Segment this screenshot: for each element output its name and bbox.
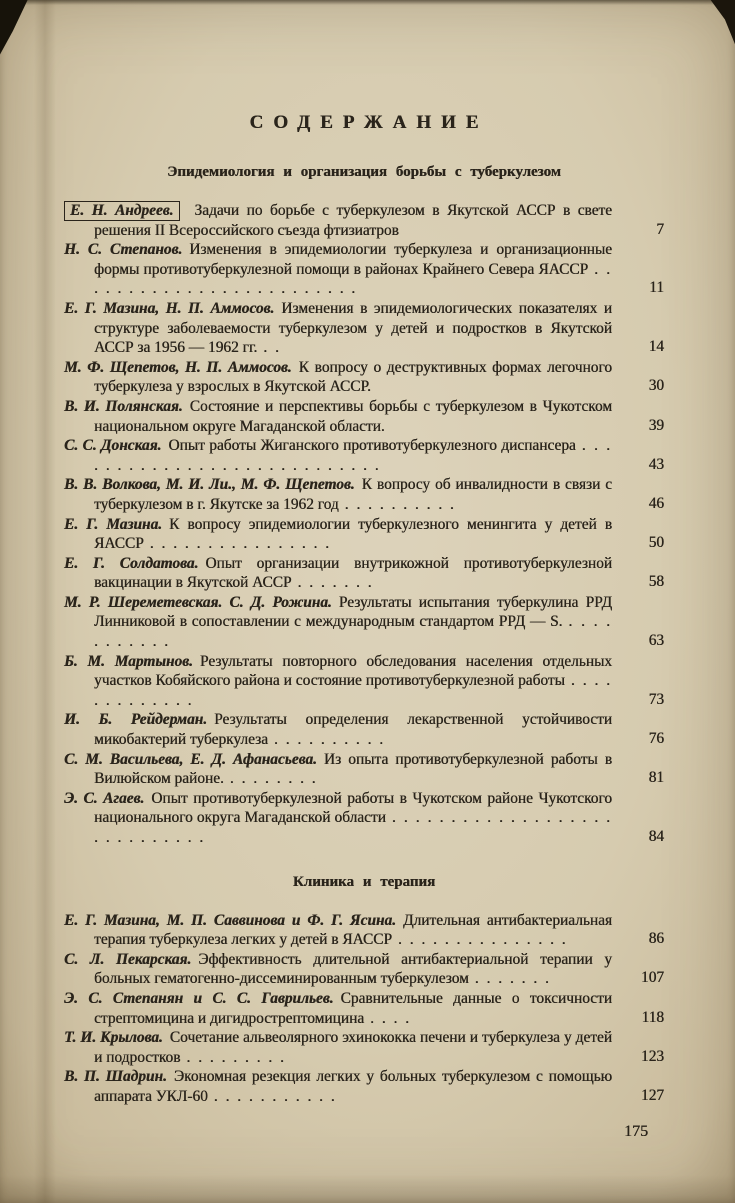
toc-entry-page-number: 118 bbox=[641, 1008, 664, 1026]
toc-entry-page-number: 43 bbox=[648, 455, 664, 473]
toc-entry-author: М. Ф. Щепетов, Н. П. Аммосов. bbox=[64, 358, 292, 376]
toc-entry-title: Сочетание альвеолярного эхинококка печени и туберкулеза у детей и подростков bbox=[94, 1029, 612, 1066]
toc-entry bbox=[64, 397, 664, 436]
toc-entry-page-number: 76 bbox=[648, 730, 664, 748]
scan-artifact-corner-top-right bbox=[693, 0, 735, 54]
dot-leaders: . . . . . . . . bbox=[229, 770, 318, 788]
toc-entry-page-number: 84 bbox=[648, 828, 664, 845]
toc-entry-title: Опыт организации внутрикожной противотуберкулезной вакцинации в Якутской АССР bbox=[94, 554, 613, 592]
toc-entry bbox=[64, 201, 664, 240]
dot-leaders: . . . . . . . . . . . . . bbox=[94, 672, 613, 709]
toc-entry-author: С. Л. Пекарская. bbox=[64, 950, 192, 968]
toc-entry-title: Экономная резекция легких у больных туберкулезом с помощью аппарата УКЛ-60 bbox=[94, 1068, 613, 1105]
toc-entry-page-number: 107 bbox=[640, 969, 664, 987]
toc-entry-title: Результаты повторного обследования населения отдельных участков Кобяйского района и состояние противотуберкулезной работы bbox=[94, 652, 612, 690]
toc-entry-title: К вопросу о деструктивных формах легочного туберкулеза у взрослых в Якутской АССР. bbox=[94, 358, 613, 396]
scan-artifact-bottom-edge bbox=[0, 1175, 735, 1203]
dot-leaders: . . . . . . . bbox=[474, 970, 551, 988]
section-heading: Эпидемиология и организация борьбы с туберкулезом bbox=[167, 164, 561, 180]
toc-entry bbox=[64, 911, 664, 950]
toc-entry-title: Длительная антибактериальная терапия туберкулеза легких у детей в ЯАССР bbox=[94, 911, 612, 949]
toc-entry-title: Задачи по борьбе с туберкулезом в Якутской АССР в свете решения II Всероссийского съезда фтизиатров bbox=[94, 202, 612, 239]
toc-entry bbox=[64, 1028, 664, 1067]
toc-entry-title: К вопросу эпидемиологии туберкулезного менингита у детей в ЯАССР bbox=[94, 515, 612, 553]
toc-entry-author: Э. С. Степанян и С. С. Гаврильев. bbox=[64, 989, 334, 1007]
toc-entry-page-number: 39 bbox=[648, 416, 664, 434]
toc-entry-author: Е. Г. Мазина, М. П. Саввинова и Ф. Г. Ясина. bbox=[64, 911, 396, 929]
toc-entry-page-number: 86 bbox=[648, 930, 664, 948]
toc-entry-page-number: 58 bbox=[648, 573, 664, 591]
dot-leaders: . . bbox=[263, 339, 281, 357]
dot-leaders: . . . . . . . . . . . . . . . . . . . . . . . . . . . . . bbox=[94, 809, 612, 846]
toc-entry-page-number: 7 bbox=[656, 220, 664, 238]
toc-entry-page-number: 50 bbox=[648, 534, 664, 552]
toc-entry-page-number: 123 bbox=[640, 1047, 664, 1065]
toc-entry-author: В. В. Волкова, М. И. Ли., М. Ф. Щепетов. bbox=[64, 476, 355, 494]
dot-leaders: . . . . . . . . . . . . . . . . bbox=[149, 535, 331, 553]
toc-entry bbox=[64, 554, 664, 593]
toc-entry bbox=[64, 989, 664, 1028]
folio-page-number: 175 bbox=[624, 1122, 648, 1140]
toc-content bbox=[64, 112, 664, 1141]
toc-entry-page-number: 73 bbox=[648, 690, 664, 708]
toc-entry-author: И. Б. Рейдерман. bbox=[64, 711, 208, 729]
toc-entry bbox=[64, 436, 664, 475]
dot-leaders: . . . . bbox=[370, 1009, 411, 1027]
toc-entry-author: Т. И. Крылова. bbox=[64, 1029, 163, 1047]
dot-leaders: . . . . . . . . . . . bbox=[94, 613, 613, 651]
dot-leaders: . . . . . . . . . . . . . . . bbox=[397, 931, 568, 949]
toc-entry-title: К вопросу об инвалидности в связи с туберкулезом в г. Якутске за 1962 год bbox=[94, 476, 612, 513]
toc-entry bbox=[64, 358, 664, 397]
toc-entry-author: Е. Г. Солдатова. bbox=[64, 554, 199, 572]
toc-entry bbox=[64, 593, 664, 652]
toc-entry-page-number: 81 bbox=[648, 769, 664, 787]
toc-entry-author: Б. М. Мартынов. bbox=[64, 652, 193, 670]
toc-entry-title: Изменения в эпидемиологических показателях и структуре заболеваемости туберкулезом у детей и подростков в Якутской АССР за 1956 — 1962 гг. bbox=[94, 299, 613, 357]
scan-artifact-binding-shadow bbox=[34, 0, 56, 1203]
toc-entry-page-number: 30 bbox=[648, 377, 664, 395]
toc-entry bbox=[64, 750, 664, 789]
dot-leaders: . . . . . . . . . . bbox=[344, 495, 456, 513]
toc-entry bbox=[64, 475, 664, 514]
dot-leaders: . . . . . . . bbox=[297, 574, 374, 592]
toc-entry-page-number: 46 bbox=[648, 494, 664, 512]
toc-entry-page-number: 14 bbox=[648, 338, 664, 356]
toc-entry-title: Эффективность длительной антибактериальной терапии у больных гематогенно-диссеминированным туберкулезом bbox=[94, 950, 612, 988]
toc-entry-title: Опыт противотуберкулезной работы в Чукотском районе Чукотского национального округа Магаданской области bbox=[94, 789, 612, 827]
toc-entry-author: М. Р. Шереметевская. С. Д. Рожина. bbox=[64, 593, 332, 611]
toc-entry-title: Состояние и перспективы борьбы с туберкулезом в Чукотском национальном округе Магаданской области. bbox=[94, 397, 612, 435]
toc-entry-title: Опыт работы Жиганского противотуберкулезного диспансера bbox=[168, 437, 576, 455]
toc-entry-title: Из опыта противотуберкулезной работы в Вилюйском районе. bbox=[94, 750, 612, 788]
toc-entry-author: Е. Г. Мазина. bbox=[64, 515, 163, 533]
scan-artifact-top-edge bbox=[0, 0, 735, 5]
toc-entry-author: Э. С. Агаев. bbox=[64, 789, 145, 807]
toc-entry-author: Е. Г. Мазина, Н. П. Аммосов. bbox=[64, 299, 275, 317]
toc-entry-title: Изменения в эпидемиологии туберкулеза и организационные формы противотуберкулезной помощи в районах Крайнего Севера ЯАССР bbox=[94, 241, 612, 278]
dot-leaders: . . . . . . . . . . . . . . . . . . . . . . . . . . . . bbox=[94, 437, 612, 474]
toc-entry-page-number: 63 bbox=[648, 632, 664, 650]
toc-entry bbox=[64, 710, 664, 749]
toc-sections bbox=[64, 164, 664, 1107]
dot-leaders: . . . . . . . . . bbox=[186, 1048, 286, 1066]
toc-entry bbox=[64, 789, 664, 848]
toc-entry-title: Результаты испытания туберкулина РРД Линниковой в сопоставлении с международным стандартом РРД — S. bbox=[94, 593, 612, 631]
toc-entry-title: Результаты определения лекарственной устойчивости микобактерий туберкулеза bbox=[94, 711, 612, 749]
toc-entry-author: В. И. Полянская. bbox=[64, 397, 183, 415]
section-heading: Клиника и терапия bbox=[292, 873, 436, 890]
toc-entry-page-number: 11 bbox=[649, 279, 664, 297]
toc-entry bbox=[64, 950, 664, 989]
toc-entry-author: Н. С. Степанов. bbox=[64, 241, 183, 259]
dot-leaders: . . . . . . . . . . . bbox=[213, 1087, 337, 1105]
toc-entry bbox=[64, 652, 664, 711]
toc-entry-author-boxed: Е. Н. Андреев. bbox=[64, 201, 180, 221]
toc-entry-author: В. П. Шадрин. bbox=[64, 1068, 167, 1086]
page-title: СОДЕРЖАНИЕ bbox=[249, 112, 489, 133]
toc-entry bbox=[64, 240, 664, 299]
toc-entry-title: Сравнительные данные о токсичности стрептомицина и дигидрострептомицина bbox=[94, 989, 612, 1027]
toc-entry-author: С. М. Васильева, Е. Д. Афанасьева. bbox=[64, 750, 317, 768]
dot-leaders: . . . . . . . . . . bbox=[273, 731, 386, 749]
toc-entry-author: С. С. Донская. bbox=[64, 437, 162, 455]
toc-entry bbox=[64, 1067, 664, 1106]
toc-entry-page-number: 127 bbox=[640, 1086, 664, 1104]
toc-entry bbox=[64, 515, 664, 554]
dot-leaders: . . . . . . . . . . . . . . . . . . . . . . . . . bbox=[94, 260, 613, 298]
toc-entry bbox=[64, 299, 664, 358]
